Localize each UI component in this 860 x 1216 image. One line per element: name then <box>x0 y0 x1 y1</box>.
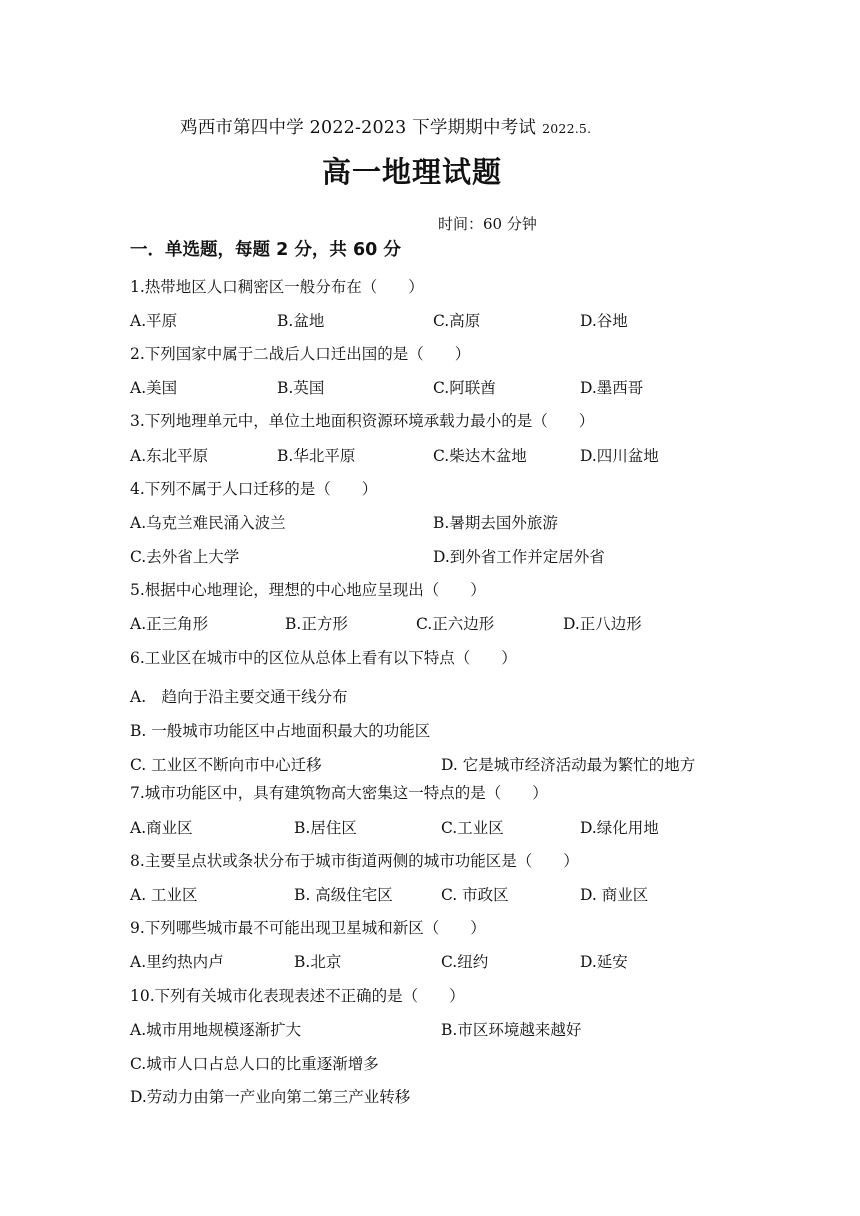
question-7-option-d: D.绿化用地 <box>580 819 659 837</box>
question-6-option-a: A. 趋向于沿主要交通干线分布 <box>130 688 348 706</box>
question-7-stem: 7.城市功能区中，具有建筑物高大密集这一特点的是（ ） <box>130 784 548 802</box>
question-3-option-d: D.四川盆地 <box>580 447 659 465</box>
question-6-option-d: D. 它是城市经济活动最为繁忙的地方 <box>441 756 696 774</box>
question-2-stem: 2.下列国家中属于二战后人口迁出国的是（ ） <box>130 345 471 363</box>
question-7-option-b: B.居住区 <box>294 819 357 837</box>
question-1-option-c: C.高原 <box>433 312 481 330</box>
question-4-stem: 4.下列不属于人口迁移的是（ ） <box>130 480 378 498</box>
question-9-option-b: B.北京 <box>294 953 342 971</box>
exam-title: 高一地理试题 <box>322 155 503 189</box>
question-8-option-d: D. 商业区 <box>580 886 649 904</box>
question-1-option-d: D.谷地 <box>580 312 628 330</box>
question-4-option-b: B.暑期去国外旅游 <box>433 514 558 532</box>
question-8-option-b: B. 高级住宅区 <box>294 886 393 904</box>
question-3-option-b: B.华北平原 <box>277 447 356 465</box>
question-6-option-c: C. 工业区不断向市中心迁移 <box>130 756 322 774</box>
question-5-option-d: D.正八边形 <box>563 615 642 633</box>
question-10-option-c: C.城市人口占总人口的比重逐渐增多 <box>130 1055 379 1073</box>
question-9-option-c: C.纽约 <box>441 953 489 971</box>
exam-duration: 时间：60 分钟 <box>438 215 537 233</box>
question-8-option-a: A. 工业区 <box>130 886 198 904</box>
question-5-option-a: A.正三角形 <box>130 615 209 633</box>
question-9-stem: 9.下列哪些城市最不可能出现卫星城和新区（ ） <box>130 919 486 937</box>
question-4-option-a: A.乌克兰难民涌入波兰 <box>130 514 286 532</box>
section-heading: 一．单选题，每题 2 分，共 60 分 <box>130 240 401 260</box>
question-10-stem: 10.下列有关城市化表现表述不正确的是（ ） <box>130 987 465 1005</box>
question-5-stem: 5.根据中心地理论，理想的中心地应呈现出（ ） <box>130 581 486 599</box>
question-4-option-d: D.到外省工作并定居外省 <box>433 548 605 566</box>
question-10-option-d: D.劳动力由第一产业向第二第三产业转移 <box>130 1088 411 1106</box>
question-3-stem: 3.下列地理单元中，单位土地面积资源环境承载力最小的是（ ） <box>130 412 595 430</box>
question-5-option-c: C.正六边形 <box>416 615 495 633</box>
question-5-option-b: B.正方形 <box>285 615 348 633</box>
question-3-option-c: C.柴达木盆地 <box>433 447 527 465</box>
school-exam-name: 鸡西市第四中学 2022-2023 下学期期中考试 <box>180 118 537 138</box>
question-2-option-c: C.阿联酋 <box>433 379 496 397</box>
question-2-option-d: D.墨西哥 <box>580 379 644 397</box>
question-8-option-c: C. 市政区 <box>441 886 509 904</box>
question-8-stem: 8.主要呈点状或条状分布于城市街道两侧的城市功能区是（ ） <box>130 852 579 870</box>
question-4-option-c: C.去外省上大学 <box>130 548 240 566</box>
exam-date: 2022.5. <box>542 121 592 136</box>
question-10-option-a: A.城市用地规模逐渐扩大 <box>130 1021 302 1039</box>
question-1-stem: 1.热带地区人口稠密区一般分布在（ ） <box>130 278 424 296</box>
question-2-option-a: A.美国 <box>130 379 178 397</box>
question-3-option-a: A.东北平原 <box>130 447 209 465</box>
question-7-option-a: A.商业区 <box>130 819 193 837</box>
question-2-option-b: B.英国 <box>277 379 325 397</box>
question-1-option-b: B.盆地 <box>277 312 325 330</box>
question-9-option-d: D.延安 <box>580 953 628 971</box>
question-1-option-a: A.平原 <box>130 312 178 330</box>
question-7-option-c: C.工业区 <box>441 819 504 837</box>
question-6-option-b: B. 一般城市功能区中占地面积最大的功能区 <box>130 722 431 740</box>
question-9-option-a: A.里约热内卢 <box>130 953 224 971</box>
question-10-option-b: B.市区环境越来越好 <box>441 1021 582 1039</box>
exam-header-line <box>180 114 591 139</box>
question-6-stem: 6.工业区在城市中的区位从总体上看有以下特点（ ） <box>130 649 517 667</box>
